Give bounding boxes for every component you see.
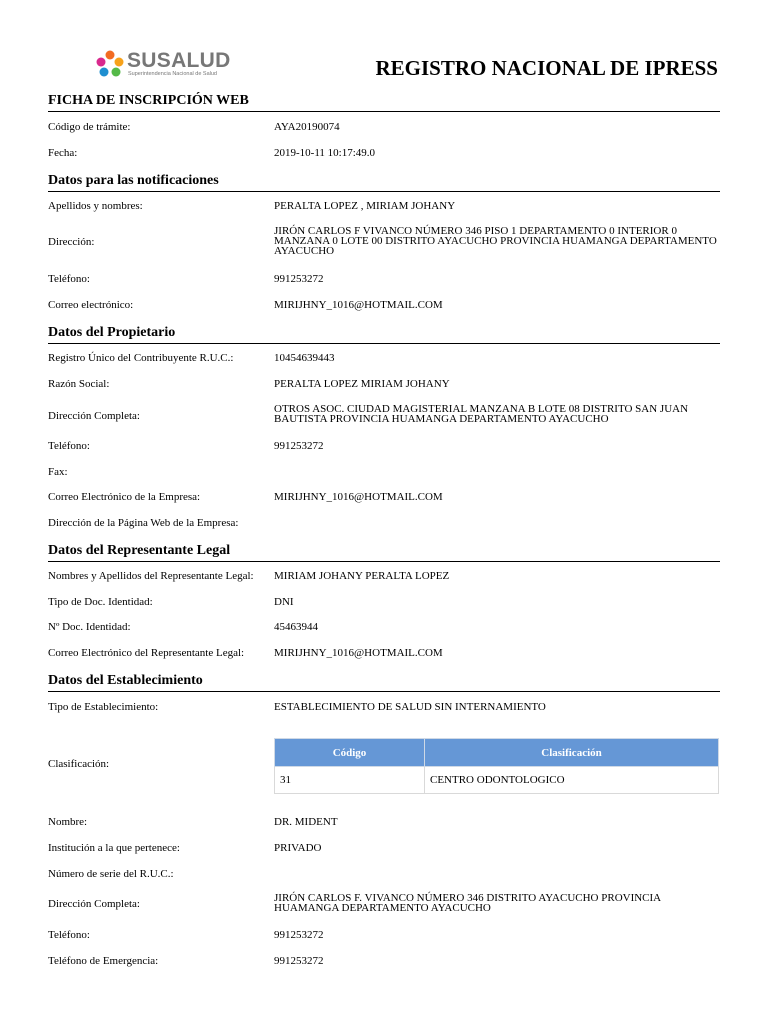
est-tipo-value: ESTABLECIMIENTO DE SALUD SIN INTERNAMIENTO — [274, 701, 546, 713]
notif-nombres-value: PERALTA LOPEZ , MIRIAM JOHANY — [274, 200, 456, 212]
table-header-row — [275, 739, 719, 767]
fecha-label: Fecha: — [48, 147, 78, 159]
rep-num-doc-value: 45463944 — [274, 621, 318, 633]
prop-web-label: Dirección de la Página Web de la Empresa: — [48, 517, 239, 529]
est-telefono-label: Teléfono: — [48, 929, 90, 941]
section-establecimiento: Datos del Establecimiento — [48, 673, 720, 692]
susalud-logo-icon — [96, 50, 124, 78]
est-direccion-value: JIRÓN CARLOS F. VIVANCO NÚMERO 346 DISTRITO AYACUCHO PROVINCIA HUAMANGA DEPARTAMENTO AYACUCHO — [274, 892, 661, 914]
notif-nombres-label: Apellidos y nombres: — [48, 200, 143, 212]
codigo-label: Código de trámite: — [48, 121, 131, 133]
notif-correo-label: Correo electrónico: — [48, 299, 134, 311]
col-header-clasificacion: Clasificación — [425, 739, 719, 767]
rep-correo-value: MIRIJHNY_1016@HOTMAIL.COM — [274, 647, 443, 659]
fecha-value: 2019-10-11 10:17:49.0 — [274, 147, 376, 159]
prop-direccion-value: OTROS ASOC. CIUDAD MAGISTERIAL MANZANA B LOTE 08 DISTRITO SAN JUAN BAUTISTA PROVINCIA HUAMANGA DEPARTAMENTO AYACUCHO — [274, 403, 689, 425]
est-telefono-value: 991253272 — [274, 929, 324, 941]
prop-ruc-value: 10454639443 — [274, 352, 335, 364]
rep-nombres-value: MIRIAM JOHANY PERALTA LOPEZ — [274, 570, 450, 582]
est-tipo-label: Tipo de Establecimiento: — [48, 701, 159, 713]
notif-telefono-value: 991253272 — [274, 273, 324, 285]
prop-ruc-label: Registro Único del Contribuyente R.U.C.: — [48, 352, 234, 364]
clasificacion-table — [274, 738, 719, 794]
rep-tipo-doc-value: DNI — [274, 596, 294, 608]
prop-razon-label: Razón Social: — [48, 378, 110, 390]
codigo-value: AYA20190074 — [274, 121, 340, 133]
col-header-codigo: Código — [275, 739, 425, 767]
prop-correo-label: Correo Electrónico de la Empresa: — [48, 491, 201, 503]
notif-direccion-value: JIRÓN CARLOS F VIVANCO NÚMERO 346 PISO 1 DEPARTAMENTO 0 INTERIOR 0 MANZANA 0 LOTE 00 DISTRITO AYACUCHO PROVINCIA HUAMANGA DEPARTAMENTO AYACUCHO — [274, 225, 717, 257]
cell-clasificacion: CENTRO ODONTOLOGICO — [425, 767, 719, 794]
cell-codigo: 31 — [275, 767, 425, 794]
prop-telefono-value: 991253272 — [274, 440, 324, 452]
est-serie-label: Número de serie del R.U.C.: — [48, 868, 174, 880]
section-ficha: FICHA DE INSCRIPCIÓN WEB — [48, 93, 720, 112]
prop-direccion-label: Dirección Completa: — [48, 410, 140, 422]
prop-telefono-label: Teléfono: — [48, 440, 90, 452]
est-institucion-value: PRIVADO — [274, 842, 322, 854]
logo-text: SUSALUD — [127, 49, 231, 72]
page-title: REGISTRO NACIONAL DE IPRESS — [375, 56, 718, 80]
est-direccion-label: Dirección Completa: — [48, 898, 140, 910]
rep-nombres-label: Nombres y Apellidos del Representante Legal: — [48, 570, 254, 582]
est-emergencia-label: Teléfono de Emergencia: — [48, 955, 159, 967]
table-row — [275, 767, 719, 794]
rep-correo-label: Correo Electrónico del Representante Legal: — [48, 647, 245, 659]
prop-razon-value: PERALTA LOPEZ MIRIAM JOHANY — [274, 378, 450, 390]
section-representante: Datos del Representante Legal — [48, 543, 720, 562]
est-institucion-label: Institución a la que pertenece: — [48, 842, 180, 854]
rep-tipo-doc-label: Tipo de Doc. Identidad: — [48, 596, 153, 608]
section-notificaciones: Datos para las notificaciones — [48, 173, 720, 192]
notif-correo-value: MIRIJHNY_1016@HOTMAIL.COM — [274, 299, 443, 311]
notif-direccion-label: Dirección: — [48, 236, 95, 248]
est-emergencia-value: 991253272 — [274, 955, 324, 967]
susalud-logo — [96, 50, 236, 82]
prop-fax-label: Fax: — [48, 466, 68, 478]
est-nombre-label: Nombre: — [48, 816, 88, 828]
est-clasificacion-label: Clasificación: — [48, 758, 110, 770]
notif-telefono-label: Teléfono: — [48, 273, 90, 285]
prop-correo-value: MIRIJHNY_1016@HOTMAIL.COM — [274, 491, 443, 503]
est-nombre-value: DR. MIDENT — [274, 816, 338, 828]
logo-subtitle: Superintendencia Nacional de Salud — [128, 71, 217, 77]
rep-num-doc-label: Nº Doc. Identidad: — [48, 621, 131, 633]
section-propietario: Datos del Propietario — [48, 325, 720, 344]
